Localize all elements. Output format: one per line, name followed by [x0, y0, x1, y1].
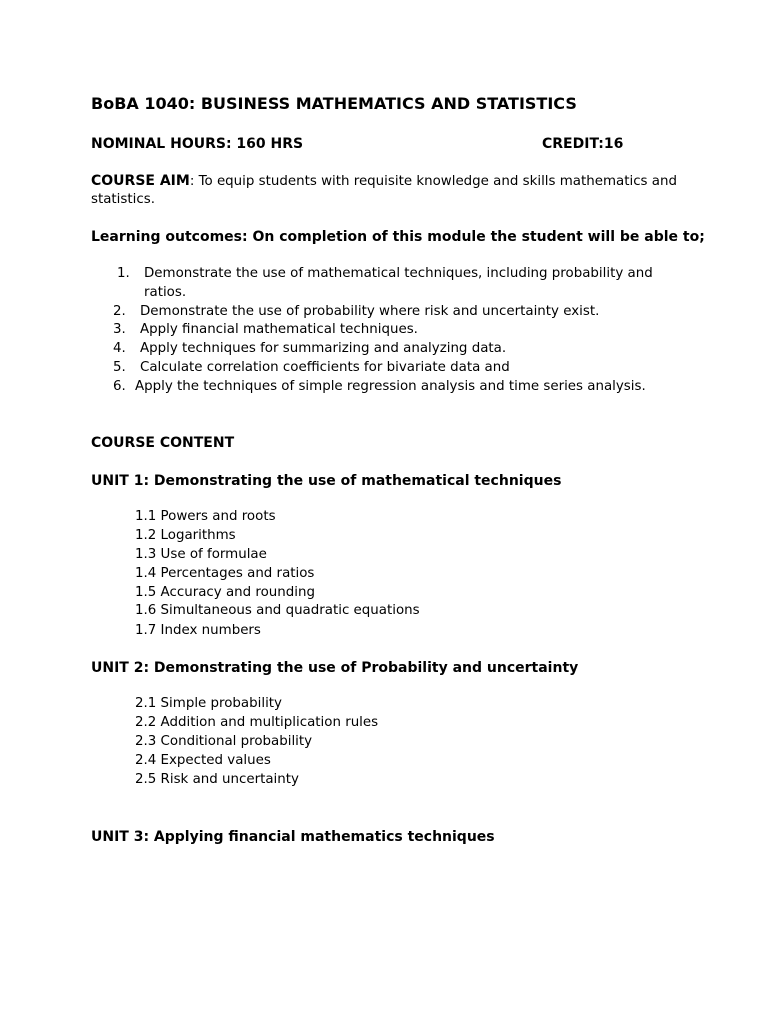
list-item-number: 5. [113, 360, 126, 375]
list-item-number: 2. [113, 304, 126, 319]
list-item: 2.3 Conditional probability [135, 734, 313, 749]
list-item: 1.1 Powers and roots [135, 509, 276, 524]
course-aim-text: : To equip students with requisite knowledge and skills mathematics and [189, 174, 677, 189]
list-item: 2.1 Simple probability [135, 696, 282, 711]
list-item-number: 4. [113, 341, 126, 356]
list-item: Demonstrate the use of mathematical techniques, including probability and [144, 266, 653, 281]
list-item: 1.4 Percentages and ratios [135, 566, 315, 581]
list-item: Calculate correlation coefficients for bivariate data and [140, 360, 510, 375]
list-item: 1.6 Simultaneous and quadratic equations [135, 603, 420, 618]
list-item-number: 3. [113, 322, 126, 337]
course-content-heading: COURSE CONTENT [91, 435, 235, 451]
list-item-number: 1. [117, 266, 130, 281]
unit-1-heading: UNIT 1: Demonstrating the use of mathematical techniques [91, 473, 562, 489]
learning-outcomes-heading: Learning outcomes: On completion of this module the student will be able to; [91, 229, 705, 245]
credit: CREDIT:16 [542, 136, 624, 152]
nominal-hours: NOMINAL HOURS: 160 HRS [91, 136, 304, 152]
course-title: BoBA 1040: BUSINESS MATHEMATICS AND STATISTICS [91, 94, 577, 113]
list-item: 2.2 Addition and multiplication rules [135, 715, 379, 730]
course-aim-label: COURSE AIM [91, 173, 190, 189]
list-item-number: 6. [113, 379, 126, 394]
list-item-continuation: ratios. [144, 285, 187, 300]
list-item: 2.5 Risk and uncertainty [135, 772, 299, 787]
list-item: 1.5 Accuracy and rounding [135, 585, 315, 600]
list-item: Apply financial mathematical techniques. [140, 322, 418, 337]
list-item: 1.2 Logarithms [135, 528, 236, 543]
list-item: 1.3 Use of formulae [135, 547, 267, 562]
list-item: Demonstrate the use of probability where risk and uncertainty exist. [140, 304, 600, 319]
list-item: Apply techniques for summarizing and analyzing data. [140, 341, 507, 356]
course-aim-line-1 [91, 174, 677, 188]
list-item: 1.7 Index numbers [135, 623, 261, 638]
course-aim-line-2: statistics. [91, 192, 155, 207]
list-item: Apply the techniques of simple regression analysis and time series analysis. [135, 379, 646, 394]
list-item: 2.4 Expected values [135, 753, 271, 768]
unit-2-heading: UNIT 2: Demonstrating the use of Probability and uncertainty [91, 660, 579, 676]
unit-3-heading: UNIT 3: Applying financial mathematics techniques [91, 829, 495, 845]
